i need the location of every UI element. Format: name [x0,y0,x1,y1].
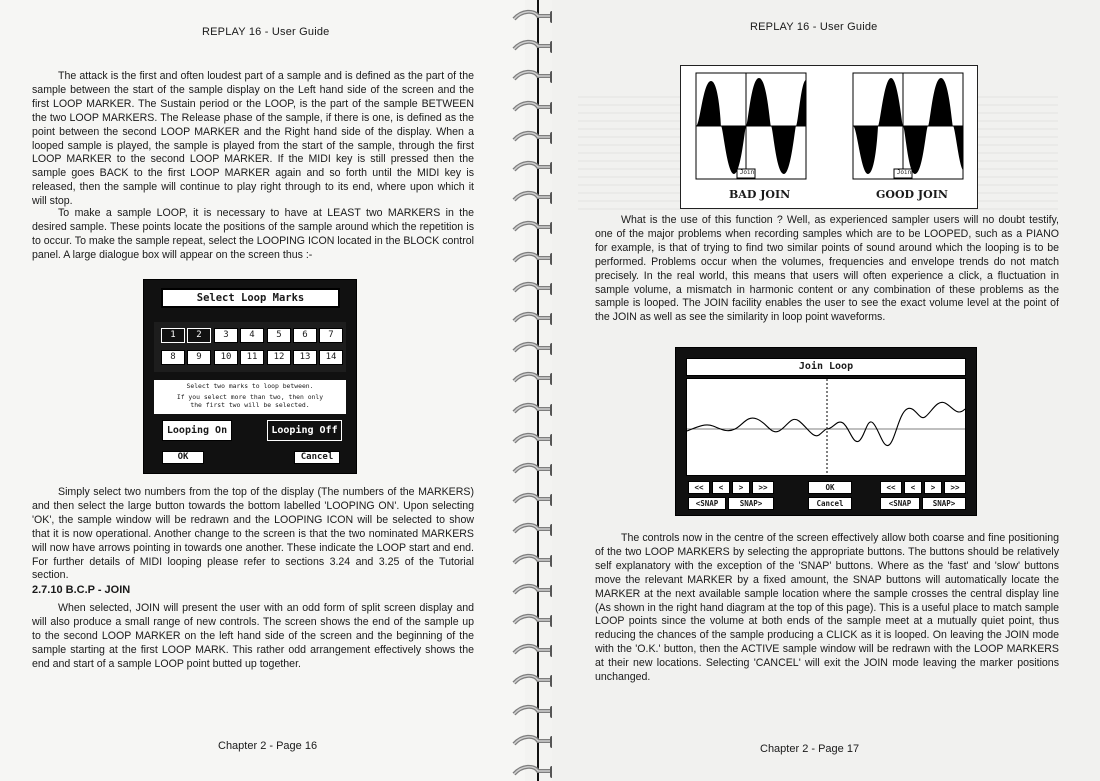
paragraph-join-controls: The controls now in the centre of the screen effectively allow both coarse and fine positioning of the two LOOP MARKERS by selecting the appropriate buttons. The buttons should be relatively self explanatory with the exception of the 'SNAP' buttons. Where as the 'fast' and 'slow' buttons move the relevant MARKER by a fixed amount, the SNAP buttons will automatically locate the MARKER at the next available sample location where the sample crosses the central display line (As shown in the right hand diagram at the top of this page). This is a useful place to match sample LOOP points since the volume at both ends of the sample meet at a mutually quiet point, thus reducing the chances of the sample producing a CLICK as it is looped. On leaving the JOIN mode with the 'O.K.' button, then the ACTIVE sample window will be redrawn with the LOOP MARKERS at their new locations. Selecting 'CANCEL' will exit the JOIN mode leaving the marker positions unchanged. [595,532,1059,684]
page-gutter-line [537,0,539,781]
ok-button[interactable]: OK [162,451,204,464]
right-slow-back-button[interactable]: < [904,481,922,494]
right-snap-forward-button[interactable]: SNAP> [922,497,966,510]
marker-button-7[interactable]: 7 [319,328,343,343]
marker-button-9[interactable]: 9 [187,350,211,365]
left-fast-forward-button[interactable]: >> [752,481,774,494]
bad-join-label: Join [739,169,755,176]
paragraph-join-purpose: What is the use of this function ? Well, as experienced sampler users will no doubt testify, one of the major problems when recording samples which are to be LOOPED, such as a PIANO for example, is that of trying to find two similar points of sound around which the looping is to be performed. Problems occur when the volumes, frequencies and envelope trends do not match precisely. In the real world, this means that users will often experience a click, a fluctuation in sample volume, a mismatch in harmonic content or any combination of these problems as the sample is looped. The JOIN facility enables the user to see the exact volume level at the point of the JOIN as well as see the similarity in loop point waveforms. [595,214,1059,324]
good-join-label: Join [896,169,912,176]
marker-button-13[interactable]: 13 [293,350,317,365]
message-line-1: Select two marks to loop between. [186,382,314,390]
looping-off-button[interactable]: Looping Off [267,420,342,441]
marker-button-10[interactable]: 10 [214,350,238,365]
marker-button-8[interactable]: 8 [161,350,185,365]
left-slow-forward-button[interactable]: > [732,481,750,494]
message-line-2: If you select more than two, then only [176,393,324,401]
right-page-footer: Chapter 2 - Page 17 [760,743,860,755]
marker-button-6[interactable]: 6 [293,328,317,343]
left-slow-back-button[interactable]: < [712,481,730,494]
paragraph-join: When selected, JOIN will present the user with an odd form of split screen display and will also produce a small range of new controls. The screen shows the end of the sample up to the second LOOP MARKER on the left hand side of the screen and the beginning of the sample starting at the first LOOP MARK. This rather odd arrangement effectively shows the end and start of a sample LOOP point butted up together. [32,602,474,670]
right-page-header: REPLAY 16 - User Guide [750,21,878,33]
marker-button-11[interactable]: 11 [240,350,264,365]
dialog-message [154,380,346,414]
join-loop-dialog [675,347,977,516]
left-page [0,0,525,781]
right-snap-back-button[interactable]: <SNAP [880,497,920,510]
message-line-3: the first two will be selected. [190,401,310,409]
left-page-footer: Chapter 2 - Page 16 [218,740,318,752]
right-fast-forward-button[interactable]: >> [944,481,966,494]
bad-join-caption: BAD JOIN [729,188,791,201]
left-snap-forward-button[interactable]: SNAP> [728,497,774,510]
left-snap-back-button[interactable]: <SNAP [688,497,726,510]
join-loop-waveform-panel [686,378,966,476]
marker-button-2[interactable]: 2 [187,328,211,343]
looping-on-button[interactable]: Looping On [162,420,232,441]
right-slow-forward-button[interactable]: > [924,481,942,494]
marker-button-1[interactable]: 1 [161,328,185,343]
cancel-button[interactable]: Cancel [294,451,340,464]
marker-button-3[interactable]: 3 [214,328,238,343]
join-loop-waveform [687,379,965,475]
right-fast-back-button[interactable]: << [880,481,902,494]
paragraph-attack: The attack is the first and often loudest part of a sample and is defined as the part of the sample between the start of the sample display on the Left hand side of the screen and the first LOOP MARKER. The Sustain period or the LOOP, is the part of the sample BETWEEN the two LOOP MARKERS. The Release phase of the sample, if there is one, is defined as the point between the second LOOP MARKER and the Right hand side of the display. When a looped sample is played, the sample is played from the start of the sample, through the first LOOP MARKER to the second LOOP MARKER. If the MIDI key is still pressed then the sample goes BACK to the first LOOP MARKER again and so forth until the MIDI key is released, then the sample will continue to play right through to its end, where upon which it will stop. [32,70,474,208]
select-loop-marks-dialog [143,279,357,474]
good-join-caption: GOOD JOIN [876,188,948,201]
join-loop-title: Join Loop [686,358,966,376]
left-page-header: REPLAY 16 - User Guide [202,26,330,38]
paragraph-make-loop: To make a sample LOOP, it is necessary to have at LEAST two MARKERS in the desired sample. These points locate the positions of the sample around which the repetition is to occur. To make the sample repeat, select the LOOPING ICON located in the BLOCK control panel. A large dialogue box will appear on the screen thus :- [32,207,475,261]
join-cancel-button[interactable]: Cancel [808,497,852,510]
marker-button-14[interactable]: 14 [319,350,343,365]
left-fast-back-button[interactable]: << [688,481,710,494]
join-waveform-diagrams [681,66,977,208]
section-heading-join: 2.7.10 B.C.P - JOIN [32,584,131,596]
marker-button-4[interactable]: 4 [240,328,264,343]
marker-button-12[interactable]: 12 [267,350,291,365]
paragraph-select-numbers: Simply select two numbers from the top of the display (The numbers of the MARKERS) and then select the large button towards the bottom labelled 'LOOPING ON'. Upon selecting 'OK', the sample window will be redrawn and the LOOPING ICON will be selected to show that it is now operational. Another change to the screen is that the two nominated MARKERS will now have arrows pointing in towards one another. These indicate the LOOP start and end. For further details of MIDI looping please refer to sections 3.24 and 3.25 of the Tutorial section. [32,486,474,582]
marker-button-5[interactable]: 5 [267,328,291,343]
right-page [552,0,1100,781]
join-comparison-figure [680,65,978,209]
join-ok-button[interactable]: OK [808,481,852,494]
dialog-title: Select Loop Marks [161,288,340,308]
marker-number-panel [154,322,346,372]
